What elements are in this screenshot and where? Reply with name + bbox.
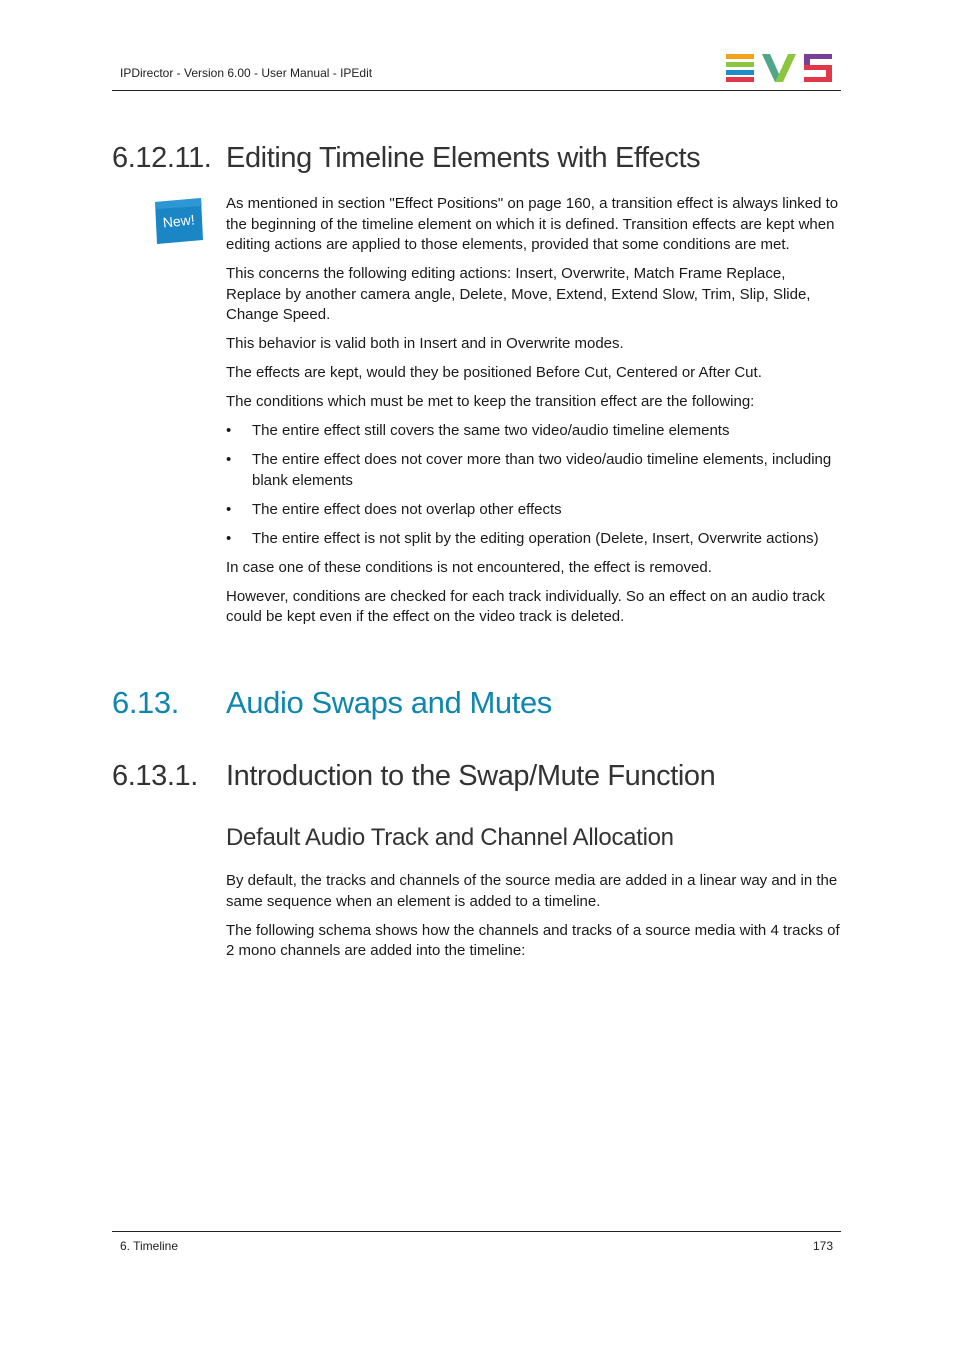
- section-heading-6-13: [112, 685, 841, 725]
- paragraph: In case one of these conditions is not encountered, the effect is removed.: [226, 558, 712, 576]
- section-number: 6.12.11.: [112, 142, 212, 174]
- new-badge-label: New!: [161, 211, 196, 231]
- section-number: 6.13.: [112, 685, 179, 720]
- paragraph: The following schema shows how the channels and tracks of a source media with 4 tracks of 2 mono channels are added into the timeline:: [226, 921, 840, 959]
- bullet-icon: •: [226, 529, 232, 547]
- evs-logo: [726, 54, 834, 82]
- list-item-text: The entire effect does not cover more than two video/audio timeline elements, including blank elements: [252, 451, 832, 489]
- running-header: IPDirector - Version 6.00 - User Manual - IPEdit: [120, 66, 373, 80]
- bullet-icon: •: [226, 451, 232, 468]
- section-body-6-13-1: [226, 871, 842, 970]
- list-item: [226, 529, 842, 550]
- section-title: Introduction to the Swap/Mute Function: [226, 760, 716, 792]
- section-heading-6-13-1: [112, 760, 841, 796]
- conditions-list: [226, 421, 842, 549]
- paragraph: This concerns the following editing actions: Insert, Overwrite, Match Frame Replace, Replace by another camera angle, Delete, Move, Extend, Extend Slow, Trim, Slip, Slide, Change Speed.: [226, 265, 811, 323]
- list-item-text: The entire effect still covers the same two video/audio timeline elements: [252, 422, 730, 439]
- paragraph: The conditions which must be met to keep the transition effect are the following:: [226, 393, 755, 410]
- section-title: Audio Swaps and Mutes: [226, 685, 552, 720]
- paragraph: By default, the tracks and channels of the source media are added in a linear way and in the same sequence when an element is added to a timeline.: [226, 872, 838, 910]
- section-body-6-12-11: [226, 194, 842, 636]
- list-item: [226, 500, 842, 521]
- footer-divider: [112, 1231, 841, 1232]
- paragraph: However, conditions are checked for each track individually. So an effect on an audio track could be kept even if the effect on the video track is deleted.: [226, 587, 825, 625]
- page-number: 173: [812, 1239, 833, 1253]
- new-badge-icon: [153, 196, 205, 246]
- section-number: 6.13.1.: [112, 760, 198, 792]
- list-item-text: The entire effect does not overlap other effects: [252, 500, 562, 518]
- section-title: Editing Timeline Elements with Effects: [226, 142, 701, 174]
- paragraph: This behavior is valid both in Insert and in Overwrite modes.: [226, 335, 624, 352]
- bullet-icon: •: [226, 422, 232, 439]
- subheading-default-audio-allocation: Default Audio Track and Channel Allocation: [226, 824, 674, 851]
- list-item-text: The entire effect is not split by the editing operation (Delete, Insert, Overwrite actions): [252, 529, 819, 547]
- header-divider: [112, 90, 841, 91]
- list-item: [226, 450, 842, 491]
- paragraph: As mentioned in section "Effect Positions" on page 160, a transition effect is always linked to the beginning of the timeline element on which it is defined. Transition effects are kept when editing actions are applied to those elements, provided that some conditions are met.: [226, 195, 839, 253]
- list-item: [226, 421, 842, 442]
- footer-chapter: 6. Timeline: [120, 1239, 179, 1253]
- bullet-icon: •: [226, 500, 232, 518]
- section-heading-6-12-11: [112, 142, 841, 178]
- paragraph: The effects are kept, would they be positioned Before Cut, Centered or After Cut.: [226, 364, 762, 381]
